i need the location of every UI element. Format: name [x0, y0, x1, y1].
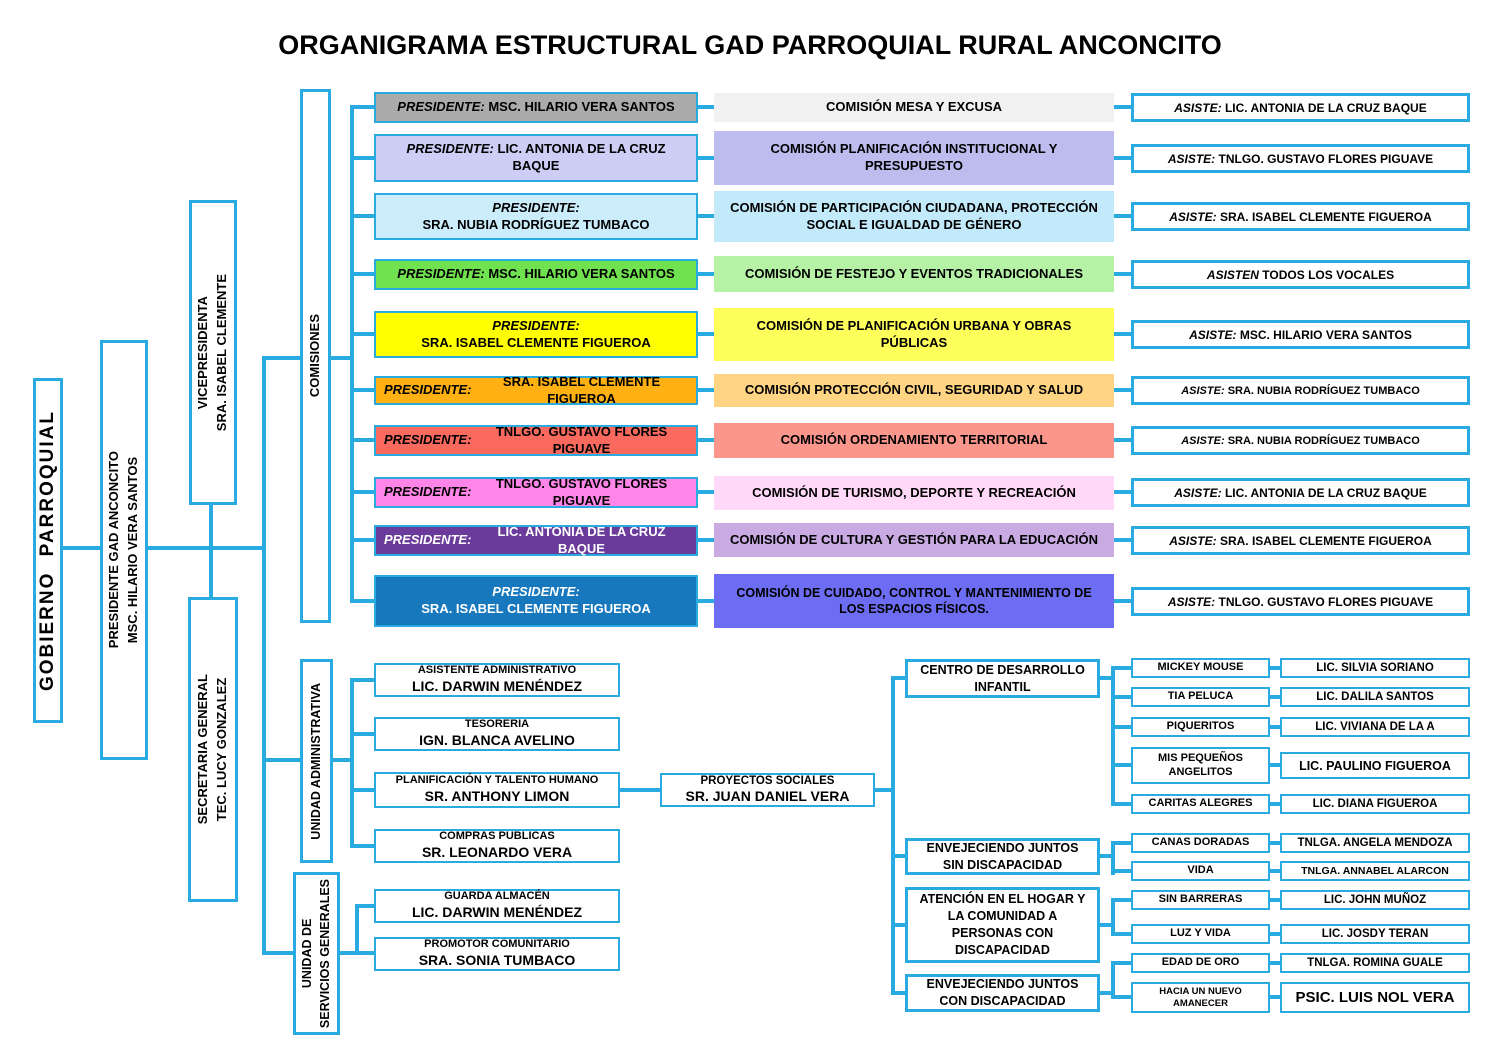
commission-president-box: [374, 373, 698, 406]
assist-prefix: ASISTE:: [1174, 100, 1222, 115]
assist-name: LIC. ANTONIA DE LA CRUZ BAQUE: [1224, 100, 1427, 115]
commission-president-box: [374, 193, 698, 240]
connector-line: [1270, 725, 1280, 729]
proyectos-name: SR. JUAN DANIEL VERA: [685, 788, 850, 805]
unidad-administrativa-box: [300, 659, 333, 863]
secretaria-name: TEC. LUCY GONZALEZ: [214, 677, 229, 822]
connector-line: [350, 844, 374, 848]
president-prefix: PRESIDENTE:: [384, 382, 472, 398]
commission-name-box: [714, 523, 1114, 557]
unit-role: TESORERIA: [464, 718, 530, 731]
assist-name: SRA. ISABEL CLEMENTE FIGUEROA: [1219, 209, 1432, 224]
commission-name-box: [714, 131, 1114, 185]
unit-role: ASISTENTE ADMINISTRATIVO: [417, 664, 577, 677]
connector-line: [698, 332, 714, 336]
center-box: [1131, 953, 1270, 973]
presidente-box: [100, 340, 148, 760]
commission-name-box: [714, 191, 1114, 242]
connector-line: [698, 214, 714, 218]
center-name: HACIA UN NUEVO AMANECER: [1159, 986, 1242, 1009]
unidad-servicios-box: [293, 872, 340, 1035]
commission-assist-box: [1131, 93, 1470, 122]
unit-name: LIC. DARWIN MENÉNDEZ: [411, 904, 583, 921]
center-name: TIA PELUCA: [1167, 690, 1234, 703]
connector-line: [1270, 961, 1280, 965]
president-prefix: PRESIDENTE:: [406, 141, 494, 157]
program-box-atencion-hogar: [905, 887, 1100, 963]
assist-name: MSC. HILARIO VERA SANTOS: [1239, 327, 1412, 342]
staff-name: TNLGA. ANGELA MENDOZA: [1297, 837, 1453, 849]
commission-assist-box: [1131, 144, 1470, 173]
connector-line: [1111, 932, 1131, 936]
proyectos-sociales-box: [660, 773, 875, 807]
connector-line: [350, 105, 374, 109]
staff-box: [1280, 890, 1470, 910]
connector-line: [1270, 995, 1280, 999]
president-name: SRA. ISABEL CLEMENTE FIGUEROA: [502, 373, 661, 406]
staff-name: LIC. JOSDY TERAN: [1321, 928, 1429, 940]
staff-box: [1280, 687, 1470, 707]
staff-name: TNLGA. ANNABEL ALARCON: [1301, 865, 1449, 877]
commission-name-box: [714, 93, 1114, 122]
center-box: [1131, 833, 1270, 853]
secretaria-role: SECRETARIA GENERAL: [195, 674, 211, 825]
unit-role: PROMOTOR COMUNITARIO: [424, 938, 570, 951]
president-name: SRA. ISABEL CLEMENTE FIGUEROA: [421, 601, 651, 616]
program-box-envejeciendo-con: [905, 974, 1100, 1012]
unidad-servicios-line2: SERVICIOS GENERALES: [318, 878, 333, 1029]
commission-president-box: [374, 92, 698, 123]
commission-assist-box: [1131, 320, 1470, 349]
connector-line: [1114, 332, 1131, 336]
connector-line: [350, 538, 374, 542]
connector-line: [355, 904, 374, 908]
commission-name: COMISIÓN MESA Y EXCUSA: [825, 99, 1002, 115]
staff-box: [1280, 752, 1470, 779]
connector-line: [1111, 802, 1131, 806]
assist-name: TODOS LOS VOCALES: [1262, 267, 1395, 282]
staff-box: [1280, 953, 1470, 973]
connector-line: [63, 546, 264, 550]
commission-president-box: [374, 525, 698, 556]
commission-name: COMISIÓN DE TURISMO, DEPORTE Y RECREACIÓN: [752, 484, 1076, 500]
assist-prefix: ASISTE:: [1167, 594, 1216, 609]
staff-box: [1280, 833, 1470, 853]
connector-line: [1111, 763, 1131, 767]
commission-president-box: [374, 259, 698, 290]
president-prefix: PRESIDENTE:: [397, 266, 485, 282]
staff-box: [1280, 658, 1470, 678]
commission-assist-box: [1131, 526, 1470, 555]
president-prefix: PRESIDENTE:: [384, 532, 472, 548]
gobierno-parroquial-label: GOBIERNO PARROQUIAL: [37, 409, 59, 692]
staff-name: TNLGA. ROMINA GUALE: [1307, 957, 1443, 969]
center-box: [1131, 982, 1270, 1013]
commission-name-box: [714, 308, 1114, 361]
connector-line: [1270, 802, 1280, 806]
connector-line: [264, 356, 300, 360]
connector-line: [350, 678, 374, 682]
connector-line: [698, 388, 714, 392]
proyectos-role: PROYECTOS SOCIALES: [700, 775, 835, 788]
connector-line: [264, 951, 293, 955]
connector-line: [1270, 763, 1280, 767]
connector-line: [1270, 695, 1280, 699]
assist-prefix: ASISTE:: [1181, 384, 1225, 397]
connector-line: [331, 356, 352, 360]
center-name: EDAD DE ORO: [1161, 956, 1240, 969]
program-box-cdi: [905, 659, 1100, 698]
president-name: TNLGO. GUSTAVO FLORES PIGUAVE: [495, 475, 668, 508]
unit-name: SR. ANTHONY LIMON: [424, 788, 570, 805]
unidad-servicios-line1: UNIDAD DE: [300, 918, 315, 989]
connector-line: [620, 788, 660, 792]
connector-line: [891, 854, 905, 858]
connector-line: [350, 788, 374, 792]
center-box: [1131, 717, 1270, 737]
president-name: LIC. ANTONIA DE LA CRUZ BAQUE: [497, 141, 666, 173]
connector-line: [698, 272, 714, 276]
unit-box-compras-publicas: [374, 829, 620, 863]
assist-prefix: ASISTE:: [1181, 434, 1225, 447]
connector-line: [891, 676, 895, 995]
unit-box-asistente-administrativo: [374, 663, 620, 697]
vicepresidenta-name: SRA. ISABEL CLEMENTE: [214, 273, 229, 432]
connector-line: [350, 438, 374, 442]
connector-line: [1111, 869, 1131, 873]
commission-name-box: [714, 574, 1114, 628]
staff-box: [1280, 982, 1470, 1013]
assist-name: SRA. NUBIA RODRÍGUEZ TUMBACO: [1227, 384, 1420, 397]
commission-assist-box: [1131, 478, 1470, 507]
center-box: [1131, 687, 1270, 707]
center-box: [1131, 861, 1270, 881]
assist-name: SRA. ISABEL CLEMENTE FIGUEROA: [1219, 533, 1432, 548]
connector-line: [1114, 214, 1131, 218]
comisiones-label: COMISIONES: [307, 314, 323, 398]
commission-name-box: [714, 374, 1114, 407]
unit-name: SR. LEONARDO VERA: [421, 844, 573, 861]
vicepresidenta-role: VICEPRESIDENTA: [195, 295, 211, 410]
commission-president-box: [374, 134, 698, 182]
commission-name: COMISIÓN DE FESTEJO Y EVENTOS TRADICIONALES: [744, 265, 1084, 281]
page-title: ORGANIGRAMA ESTRUCTURAL GAD PARROQUIAL RURAL ANCONCITO: [278, 30, 1222, 60]
commission-name: COMISIÓN ORDENAMIENTO TERRITORIAL: [780, 432, 1048, 448]
assist-prefix: ASISTE:: [1169, 209, 1217, 224]
unit-role: COMPRAS PUBLICAS: [439, 830, 555, 843]
connector-line: [350, 388, 374, 392]
unit-box-guarda-almacen: [374, 889, 620, 923]
connector-line: [350, 156, 374, 160]
program-label: CENTRO DE DESARROLLO INFANTIL: [920, 662, 1085, 694]
connector-line: [350, 105, 354, 603]
connector-line: [1111, 898, 1115, 936]
connector-line: [350, 599, 374, 603]
staff-name: LIC. DIANA FIGUEROA: [1312, 798, 1438, 810]
commission-name-box: [714, 256, 1114, 292]
commission-assist-box: [1131, 202, 1470, 231]
program-box-envejeciendo-sin: [905, 838, 1100, 875]
presidente-name: MSC. HILARIO VERA SANTOS: [125, 456, 140, 644]
connector-line: [698, 538, 714, 542]
connector-line: [350, 732, 374, 736]
president-name: SRA. ISABEL CLEMENTE FIGUEROA: [421, 334, 651, 350]
connector-line: [891, 991, 905, 995]
president-prefix: PRESIDENTE:: [492, 317, 580, 333]
assist-name: TNLGO. GUSTAVO FLORES PIGUAVE: [1218, 151, 1434, 166]
assist-prefix: ASISTE:: [1189, 327, 1237, 342]
connector-line: [1111, 898, 1131, 902]
connector-line: [350, 272, 374, 276]
unidad-administrativa-label: UNIDAD ADMINISTRATIVA: [309, 682, 324, 840]
connector-line: [698, 105, 714, 109]
president-prefix: PRESIDENTE:: [384, 432, 472, 448]
assist-prefix: ASISTE:: [1174, 485, 1222, 500]
connector-line: [698, 490, 714, 494]
center-name: LUZ Y VIDA: [1170, 927, 1231, 940]
center-box: [1131, 890, 1270, 910]
president-prefix: PRESIDENTE:: [492, 584, 580, 600]
president-name: MSC. HILARIO VERA SANTOS: [488, 99, 675, 115]
president-prefix: PRESIDENTE:: [397, 99, 485, 115]
president-name: MSC. HILARIO VERA SANTOS: [488, 266, 675, 282]
secretaria-box: [188, 597, 238, 902]
commission-name: COMISIÓN DE CULTURA Y GESTIÓN PARA LA EDUCACIÓN: [729, 531, 1099, 547]
vicepresidenta-box: [189, 200, 237, 505]
commission-assist-box: [1131, 587, 1470, 616]
commission-president-box: [374, 311, 698, 358]
staff-name: LIC. VIVIANA DE LA A: [1315, 721, 1435, 733]
assist-name: TNLGO. GUSTAVO FLORES PIGUAVE: [1218, 594, 1434, 609]
commission-assist-box: [1131, 426, 1470, 455]
assist-prefix: ASISTE:: [1169, 533, 1217, 548]
program-label: ENVEJECIENDO JUNTOS SIN DISCAPACIDAD: [926, 840, 1079, 872]
commission-president-box: [374, 477, 698, 508]
commission-name: COMISIÓN PLANIFICACIÓN INSTITUCIONAL Y PRESUPUESTO: [770, 141, 1058, 173]
center-name: CARITAS ALEGRES: [1148, 797, 1253, 810]
connector-line: [350, 678, 354, 848]
center-box: [1131, 794, 1270, 814]
staff-name: LIC. PAULINO FIGUEROA: [1299, 758, 1451, 773]
staff-box: [1280, 794, 1470, 814]
program-label: ATENCIÓN EN EL HOGAR Y LA COMUNIDAD A PERSONAS CON DISCAPACIDAD: [919, 892, 1086, 957]
connector-line: [209, 504, 213, 599]
connector-line: [1111, 961, 1115, 999]
unit-box-tesoreria: [374, 717, 620, 751]
commission-president-box: [374, 575, 698, 627]
president-name: LIC. ANTONIA DE LA CRUZ BAQUE: [497, 523, 666, 556]
center-box: [1131, 658, 1270, 678]
connector-line: [698, 156, 714, 160]
staff-name: LIC. JOHN MUÑOZ: [1323, 894, 1427, 906]
assist-prefix: ASISTEN: [1206, 267, 1259, 282]
connector-line: [1111, 995, 1131, 999]
commission-assist-box: [1131, 260, 1470, 289]
staff-name: LIC. SILVIA SORIANO: [1316, 662, 1434, 674]
center-box: [1131, 747, 1270, 784]
center-name: MICKEY MOUSE: [1157, 661, 1244, 674]
center-name: CANAS DORADAS: [1151, 836, 1250, 849]
unit-box-promotor-comunitario: [374, 937, 620, 971]
connector-line: [1270, 869, 1280, 873]
comisiones-box: [300, 89, 331, 623]
connector-line: [1111, 841, 1131, 845]
connector-line: [1114, 388, 1131, 392]
gobierno-parroquial-box: [33, 378, 63, 723]
program-label: ENVEJECIENDO JUNTOS CON DISCAPACIDAD: [926, 977, 1079, 1008]
unit-name: LIC. DARWIN MENÉNDEZ: [411, 678, 583, 695]
unit-role: GUARDA ALMACÉN: [444, 890, 550, 903]
connector-line: [891, 676, 905, 680]
connector-line: [1114, 105, 1131, 109]
connector-line: [1114, 156, 1131, 160]
connector-line: [1270, 666, 1280, 670]
connector-line: [1114, 599, 1131, 603]
staff-box: [1280, 717, 1470, 737]
center-box: [1131, 924, 1270, 944]
connector-line: [1270, 841, 1280, 845]
commission-president-box: [374, 425, 698, 456]
connector-line: [1114, 538, 1131, 542]
connector-line: [1111, 695, 1131, 699]
presidente-role: PRESIDENTE GAD ANCONCITO: [106, 451, 122, 649]
connector-line: [1114, 490, 1131, 494]
center-name: VIDA: [1187, 864, 1214, 877]
staff-box: [1280, 924, 1470, 944]
commission-name-box: [714, 476, 1114, 510]
unit-name: SRA. SONIA TUMBACO: [418, 952, 576, 969]
commission-name: COMISIÓN DE PARTICIPACIÓN CIUDADANA, PROTECCIÓN SOCIAL E IGUALDAD DE GÉNERO: [730, 199, 1098, 232]
president-name: SRA. NUBIA RODRÍGUEZ TUMBACO: [422, 216, 650, 232]
connector-line: [1111, 666, 1115, 806]
commission-name-box: [714, 423, 1114, 458]
connector-line: [1111, 666, 1131, 670]
president-prefix: PRESIDENTE:: [384, 484, 472, 500]
staff-box: [1280, 861, 1470, 881]
unit-box-planificacion: [374, 772, 620, 808]
connector-line: [1270, 932, 1280, 936]
commission-name: COMISIÓN DE CUIDADO, CONTROL Y MANTENIMIENTO DE LOS ESPACIOS FÍSICOS.: [736, 585, 1092, 616]
president-name: TNLGO. GUSTAVO FLORES PIGUAVE: [495, 423, 668, 456]
connector-line: [698, 438, 714, 442]
connector-line: [891, 923, 905, 927]
connector-line: [355, 904, 359, 955]
assist-name: SRA. NUBIA RODRÍGUEZ TUMBACO: [1227, 434, 1420, 447]
center-name: MIS PEQUEÑOS ANGELITOS: [1158, 752, 1243, 778]
connector-line: [1114, 438, 1131, 442]
connector-line: [1270, 898, 1280, 902]
staff-name: LIC. DALILA SANTOS: [1316, 691, 1434, 703]
connector-line: [350, 490, 374, 494]
center-name: PIQUERITOS: [1166, 720, 1235, 733]
connector-line: [350, 332, 374, 336]
connector-line: [1111, 725, 1131, 729]
connector-line: [264, 758, 300, 762]
unit-name: IGN. BLANCA AVELINO: [419, 732, 575, 749]
connector-line: [698, 599, 714, 603]
commission-name: COMISIÓN DE PLANIFICACIÓN URBANA Y OBRAS PÚBLICAS: [756, 317, 1072, 350]
staff-name: PSIC. LUIS NOL VERA: [1295, 989, 1455, 1006]
commission-name: COMISIÓN PROTECCIÓN CIVIL, SEGURIDAD Y SALUD: [744, 382, 1084, 398]
president-prefix: PRESIDENTE:: [492, 199, 580, 215]
connector-line: [1114, 272, 1131, 276]
connector-line: [262, 356, 266, 955]
center-name: SIN BARRERAS: [1158, 893, 1243, 906]
connector-line: [1111, 961, 1131, 965]
assist-prefix: ASISTE:: [1167, 151, 1216, 166]
commission-assist-box: [1131, 376, 1470, 405]
connector-line: [350, 214, 374, 218]
assist-name: LIC. ANTONIA DE LA CRUZ BAQUE: [1224, 485, 1427, 500]
unit-role: PLANIFICACIÓN Y TALENTO HUMANO: [395, 774, 599, 787]
